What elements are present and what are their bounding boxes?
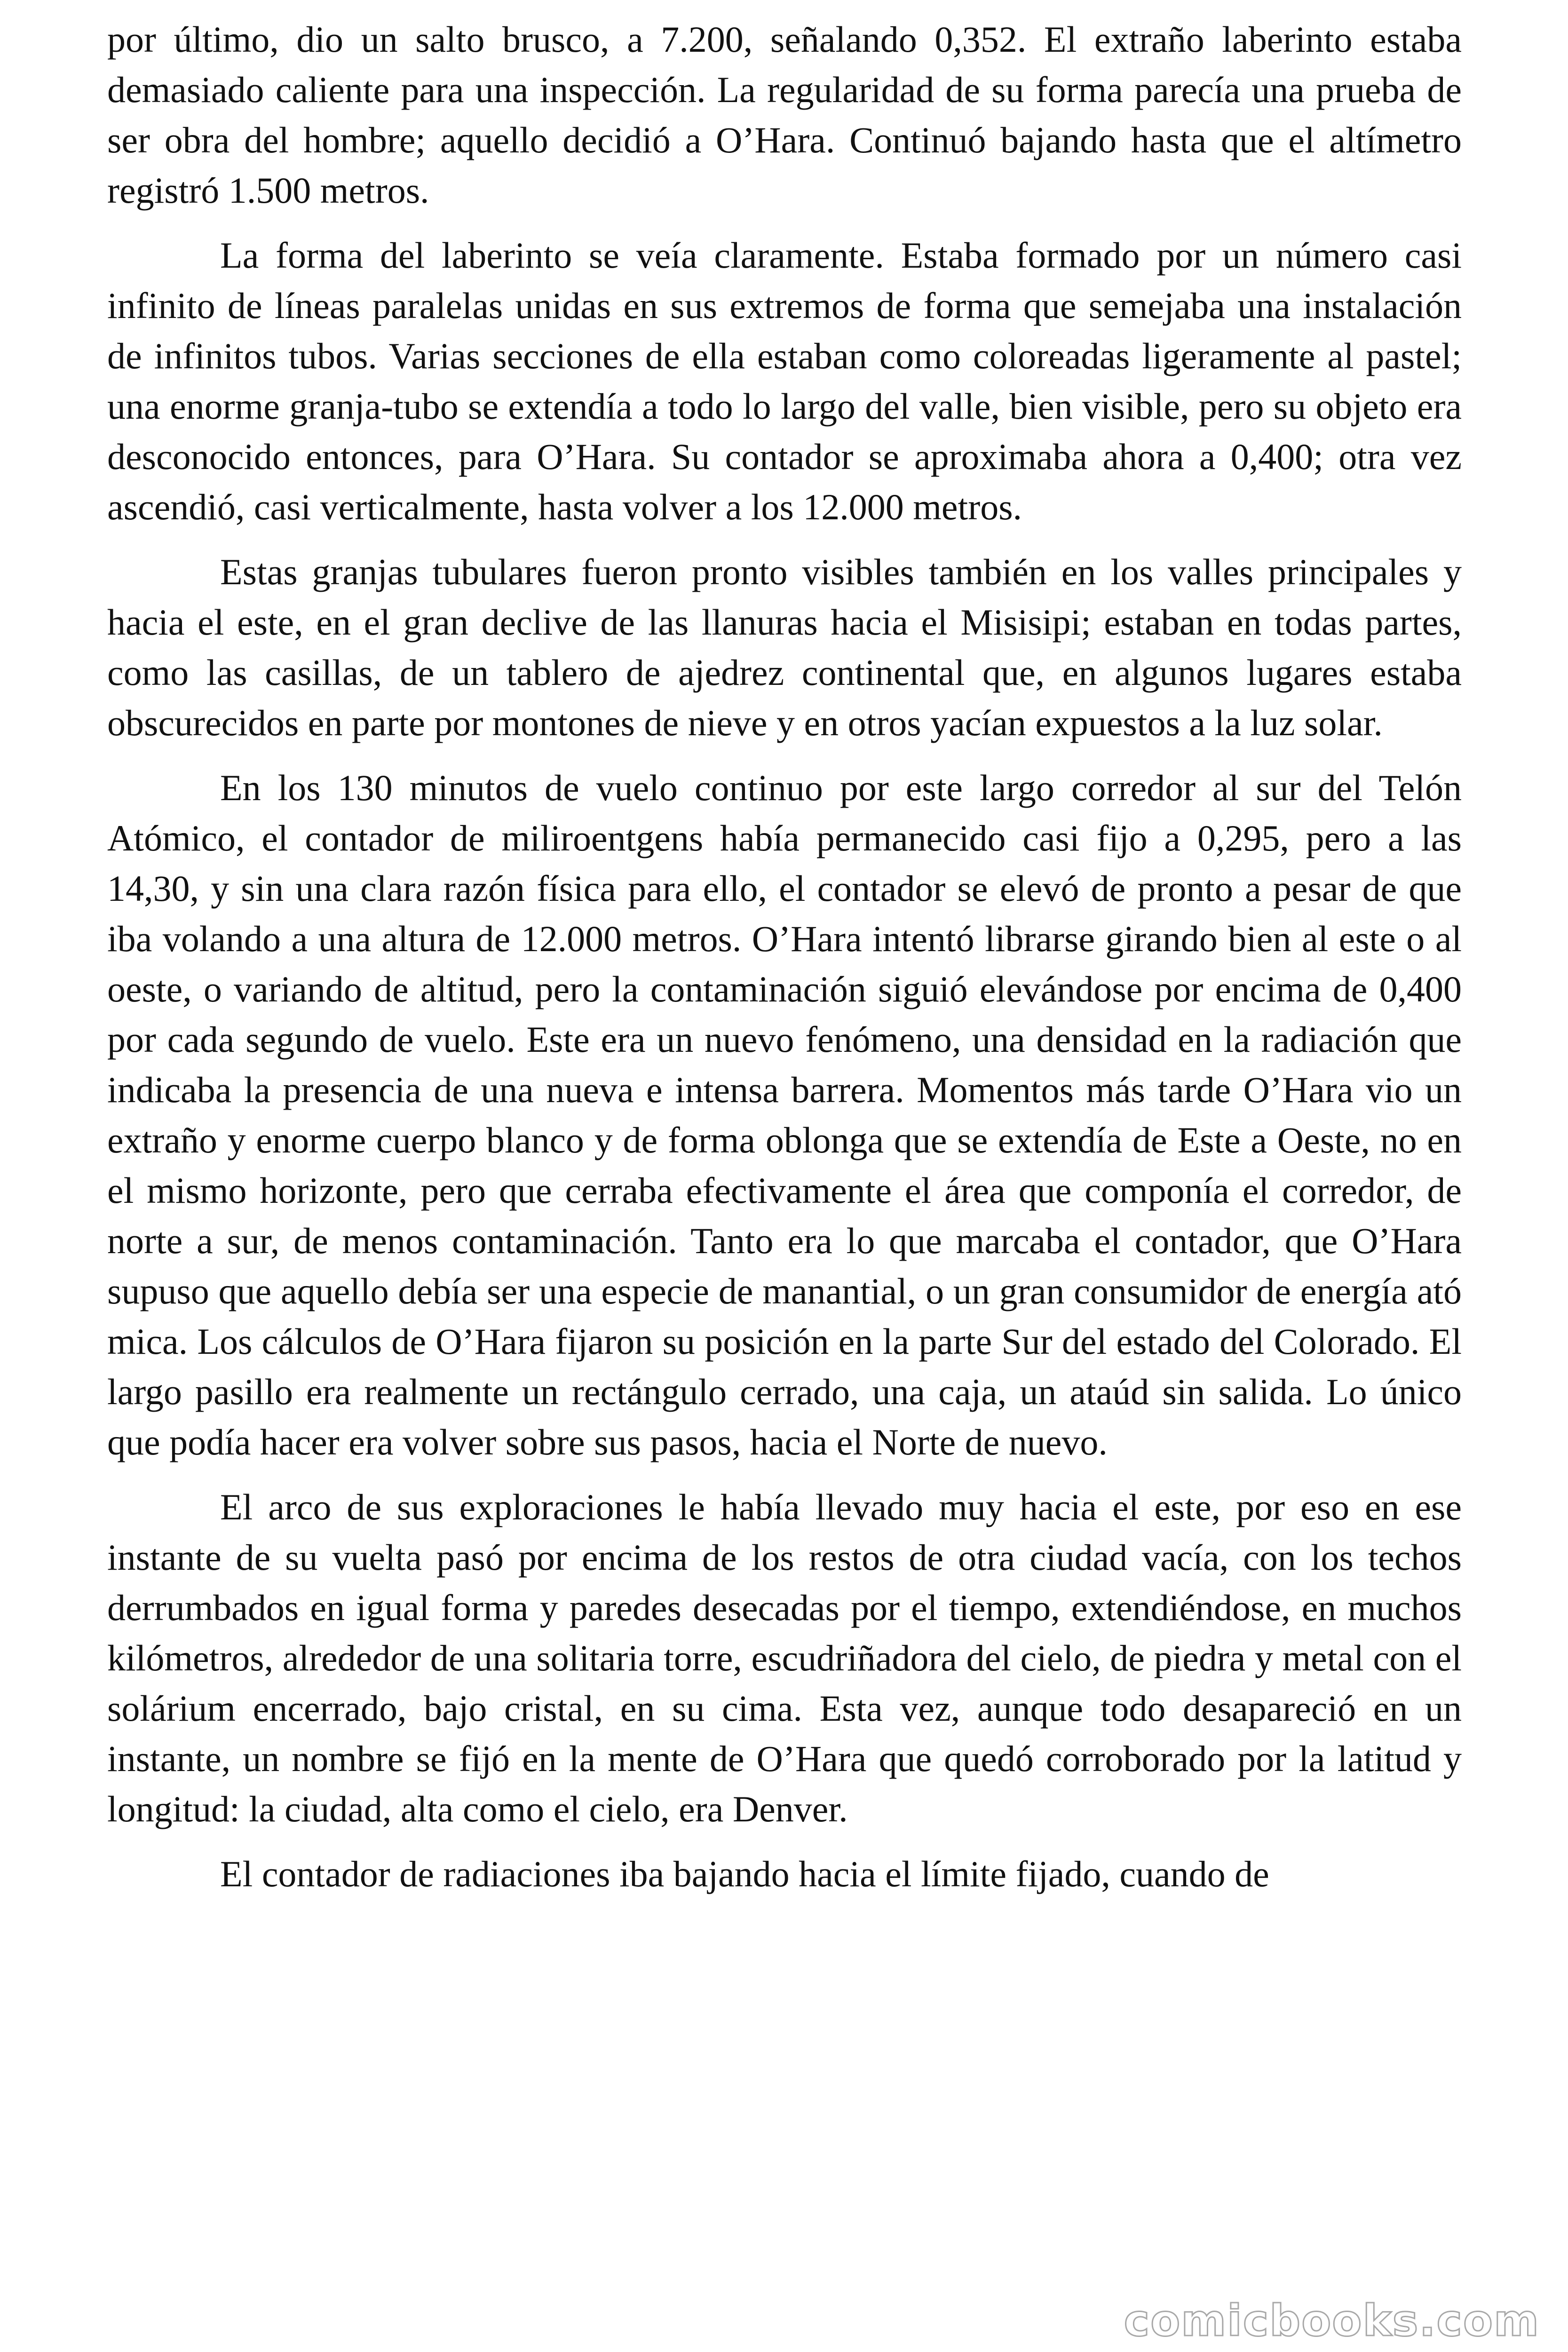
paragraph-4: En los 130 minutos de vuelo continuo por este largo corredor al sur del Telón Atómico, el contador de miliroentgens había permanecido casi fijo a 0,295, pero a las 14,30, y sin una clara razón física para ello, el contador se elevó de pronto a pesar de que iba volando a una altura de 12.000 metros. O’Hara intentó librarse girando bien al este o al oeste, o variando de altitud, pero la contaminación siguió elevándose por encima de 0,400 por cada segundo de vuelo. Este era un nuevo fenómeno, una densidad en la radiación que indicaba la presencia de una nueva e intensa barrera. Momentos más tarde O’Hara vio un extraño y enorme cuerpo blanco y de forma oblonga que se extendía de Este a Oeste, no en el mismo horizonte, pero que cerraba efectivamente el área que componía el corredor, de norte a sur, de menos contaminación. Tanto era lo que marcaba el contador, que O’Hara supuso que aquello debía ser una especie de manantial, o un gran consumidor de energía ató mica. Los cálculos de O’Hara fijaron su posición en la parte Sur del estado del Colorado. El largo pasillo era realmente un rectángulo cerrado, una caja, un ataúd sin salida. Lo único que podía hacer era volver sobre sus pasos, hacia el Norte de nuevo. xyxy=(107,767,1462,1462)
paragraph-2: La forma del laberinto se veía claramente. Estaba formado por un número casi infinito de líneas paralelas unidas en sus extremos de forma que semejaba una instalación de infinitos tubos. Varias secciones de ella estaban como coloreadas ligeramente al pastel; una enorme granja-tubo se extendía a todo lo largo del valle, bien visible, pero su objeto era desconocido entonces, para O’Hara. Su contador se aproximaba ahora a 0,400; otra vez ascendió, casi verticalmente, hasta volver a los 12.000 metros. xyxy=(107,235,1462,527)
paragraph-1: por último, dio un salto brusco, a 7.200, señalando 0,352. El extraño laberinto estaba demasiado caliente para una inspección. La regularidad de su forma parecía una prueba de ser obra del hombre; aquello decidió a O’Hara. Continuó bajando hasta que el altímetro registró 1.500 metros. xyxy=(107,19,1462,211)
paragraph-5: El arco de sus exploraciones le había llevado muy hacia el este, por eso en ese instante de su vuelta pasó por encima de los restos de otra ciudad vacía, con los techos derrumbados en igual forma y paredes desecadas por el tiempo, extendiéndose, en muchos kilómetros, alrededor de una solitaria torre, escudriñadora del cielo, de piedra y metal con el solárium encerrado, bajo cristal, en su cima. Esta vez, aunque todo desapareció en un instante, un nombre se fijó en la mente de O’Hara que quedó corroborado por la latitud y longitud: la ciudad, alta como el cielo, era Denver. xyxy=(107,1486,1462,1829)
watermark-text: comicbooks.com xyxy=(1124,2296,1540,2346)
paragraph-6: El contador de radiaciones iba bajando hacia el límite fijado, cuando de xyxy=(220,1853,1269,1894)
page-body xyxy=(107,14,1462,1899)
paragraph-3: Estas granjas tubulares fueron pronto visibles también en los valles principales y hacia el este, en el gran declive de las llanuras hacia el Misisipi; estaban en todas partes, como las casillas, de un tablero de ajedrez continental que, en algunos lugares estaba obscurecidos en parte por montones de nieve y en otros yacían expuestos a la luz solar. xyxy=(107,551,1462,743)
